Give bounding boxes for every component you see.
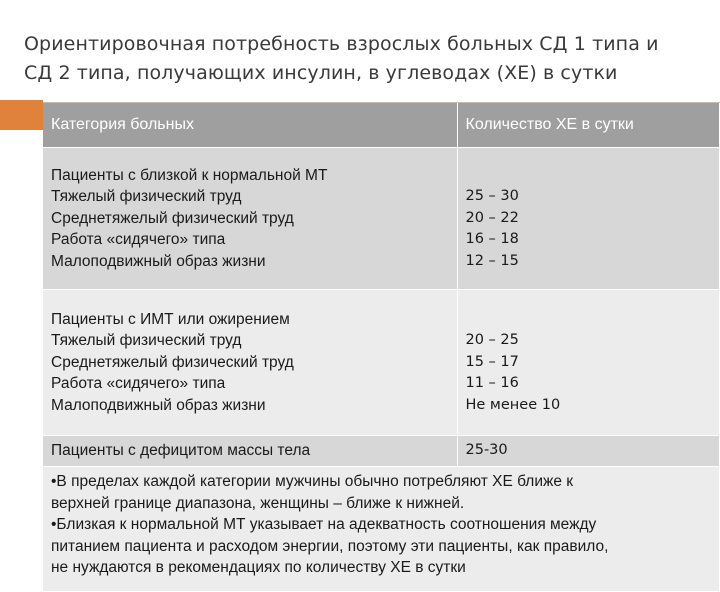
xe-value: 20 – 25 (465, 332, 519, 348)
category-item: Работа «сидячего» типа (51, 375, 226, 393)
xe-value: 11 – 16 (465, 375, 519, 391)
xe-value: 12 – 15 (465, 252, 519, 269)
note-line: •Близкая к нормальной МТ указывает на адекватность соотношения между (51, 516, 597, 533)
table-row (43, 290, 720, 436)
category-item: Тяжелый физический труд (51, 332, 242, 350)
table-row (43, 436, 720, 467)
category-item: Среднетяжелый физический труд (51, 209, 294, 227)
category-title: Пациенты с близкой к нормальной МТ (51, 166, 328, 184)
category-item: Тяжелый физический труд (51, 188, 242, 206)
xe-value: 20 – 22 (465, 209, 519, 226)
accent-bar (0, 100, 43, 130)
note-line: питанием пациента и расходом энергии, поэтому эти пациенты, как правило, (51, 537, 609, 555)
xe-value: 16 – 18 (465, 231, 519, 247)
category-cell (43, 290, 457, 436)
title-line-2: СД 2 типа, получающих инсулин, в углеводах (ХЕ) в сутки (24, 62, 618, 84)
table-row (43, 148, 720, 290)
category-title: Пациенты с ИМТ или ожирением (51, 310, 290, 328)
xe-value: Не менее 10 (465, 396, 561, 413)
table-header-row (43, 103, 720, 148)
slide-title (24, 30, 704, 88)
note-line: не нуждаются в рекомендациях по количеству ХЕ в сутки (51, 559, 466, 576)
title-line-1: Ориентировочная потребность взрослых больных СД 1 типа и (24, 33, 659, 55)
notes-cell (43, 467, 720, 592)
xe-requirements-table (43, 103, 720, 592)
category-item: Малоподвижный образ жизни (51, 396, 266, 414)
notes-row (43, 467, 720, 592)
xe-value: 25 – 30 (465, 188, 519, 204)
category-item: Работа «сидячего» типа (51, 231, 226, 249)
values-cell (457, 290, 720, 436)
category-cell (43, 148, 457, 290)
category-item: Среднетяжелый физический труд (51, 353, 294, 371)
category-item: Малоподвижный образ жизни (51, 252, 266, 270)
category-cell: Пациенты с дефицитом массы тела (43, 436, 457, 467)
note-line: верхней границе диапазона, женщины – ближе к нижней. (51, 494, 465, 512)
xe-value: 15 – 17 (465, 353, 519, 370)
header-xe-per-day: Количество ХЕ в сутки (457, 103, 720, 148)
xe-value: 25-30 (457, 436, 720, 467)
values-cell (457, 148, 720, 290)
header-category: Категория больных (43, 103, 457, 148)
note-line: •В пределах каждой категории мужчины обычно потребляют ХЕ ближе к (51, 473, 574, 490)
